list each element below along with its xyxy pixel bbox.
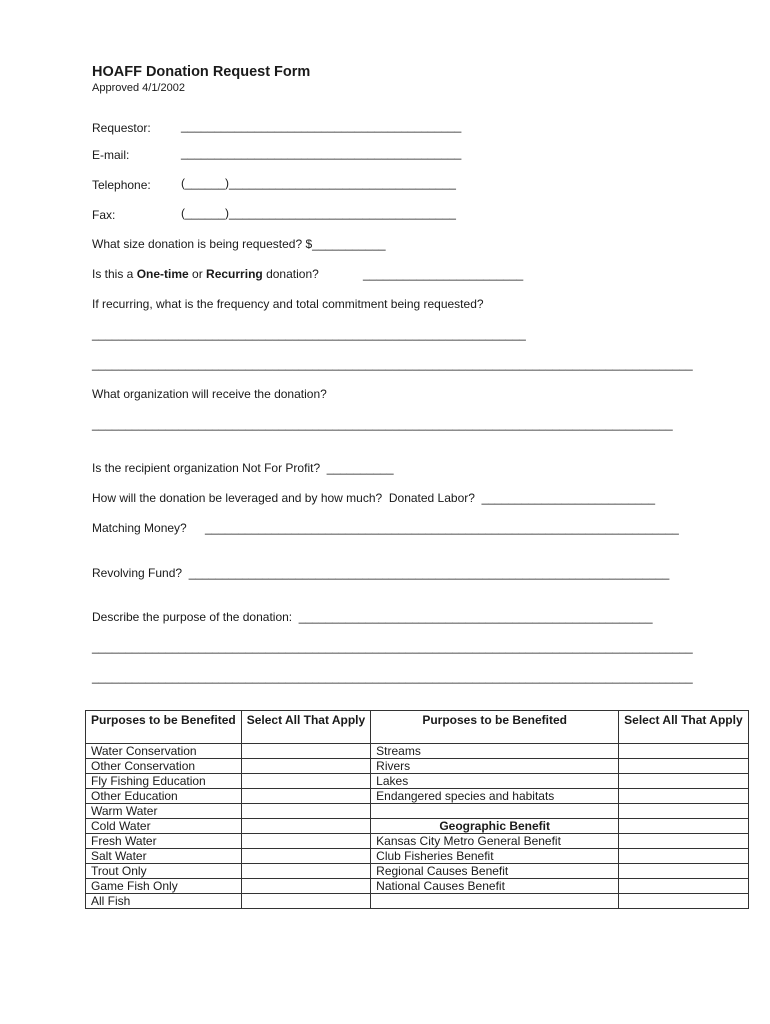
donation-size-question[interactable]: What size donation is being requested? $___________ <box>92 237 386 251</box>
fax-field[interactable]: (______)__________________________________ <box>181 206 456 220</box>
approved-date: Approved 4/1/2002 <box>92 82 185 94</box>
select-left-cell[interactable] <box>241 879 370 894</box>
telephone-label: Telephone: <box>92 178 151 192</box>
purpose-right-item: Endangered species and habitats <box>371 789 619 804</box>
table-row <box>86 864 749 879</box>
purpose-left-item: Salt Water <box>86 849 242 864</box>
table-row <box>86 759 749 774</box>
select-left-cell[interactable] <box>241 819 370 834</box>
matching-money-field[interactable]: _______________________________________________________________________ <box>205 521 679 535</box>
purpose-right-item: Kansas City Metro General Benefit <box>371 834 619 849</box>
select-left-cell[interactable] <box>241 864 370 879</box>
purpose-left-item: Other Education <box>86 789 242 804</box>
select-left-cell[interactable] <box>241 849 370 864</box>
select-right-cell[interactable] <box>619 849 748 864</box>
type-recurring: Recurring <box>206 267 263 281</box>
organization-question: What organization will receive the donation? <box>92 387 327 401</box>
select-right-cell[interactable] <box>619 834 748 849</box>
select-left-cell[interactable] <box>241 834 370 849</box>
select-left-cell[interactable] <box>241 894 370 909</box>
purpose-field-line-2[interactable]: __________________________________________________________________________________________ <box>92 670 693 684</box>
purpose-left-item: Warm Water <box>86 804 242 819</box>
telephone-field[interactable]: (______)__________________________________ <box>181 176 456 190</box>
select-right-cell[interactable] <box>619 804 748 819</box>
purpose-left-item: Other Conservation <box>86 759 242 774</box>
select-right-cell[interactable] <box>619 894 748 909</box>
select-right-cell[interactable] <box>619 789 748 804</box>
purpose-question[interactable]: Describe the purpose of the donation: _____________________________________________________ <box>92 610 653 624</box>
select-left-cell[interactable] <box>241 744 370 759</box>
requestor-field[interactable]: __________________________________________ <box>181 119 462 133</box>
type-onetime: One-time <box>136 267 189 281</box>
table-row <box>86 744 749 759</box>
geographic-benefit-header: Geographic Benefit <box>371 819 619 834</box>
donation-type-field[interactable]: ________________________ <box>363 267 524 281</box>
purpose-right-item: National Causes Benefit <box>371 879 619 894</box>
table-row <box>86 789 749 804</box>
select-left-cell[interactable] <box>241 759 370 774</box>
email-label: E-mail: <box>92 148 130 162</box>
header-purposes-right: Purposes to be Benefited <box>371 711 619 744</box>
purpose-right-item: Streams <box>371 744 619 759</box>
recurring-field-line-2[interactable]: __________________________________________________________________________________________ <box>92 357 693 371</box>
form-title: HOAFF Donation Request Form <box>92 64 311 80</box>
fax-label: Fax: <box>92 208 116 222</box>
organization-field[interactable]: _______________________________________________________________________________________ <box>92 417 673 431</box>
type-suffix: donation? <box>262 267 319 281</box>
purpose-left-item: All Fish <box>86 894 242 909</box>
purpose-left-item: Trout Only <box>86 864 242 879</box>
purpose-right-item <box>371 804 619 819</box>
type-prefix: Is this a <box>92 267 137 281</box>
purposes-table <box>85 710 749 909</box>
purpose-right-item: Lakes <box>371 774 619 789</box>
table-row <box>86 804 749 819</box>
purpose-right-item: Club Fisheries Benefit <box>371 849 619 864</box>
select-left-cell[interactable] <box>241 789 370 804</box>
select-right-cell[interactable] <box>619 774 748 789</box>
leverage-question[interactable]: How will the donation be leveraged and by how much? Donated Labor? __________________________ <box>92 491 656 505</box>
select-right-cell[interactable] <box>619 759 748 774</box>
recurring-field-line-1[interactable]: _________________________________________________________________ <box>92 327 526 341</box>
table-row <box>86 834 749 849</box>
purpose-left-item: Fly Fishing Education <box>86 774 242 789</box>
purpose-left-item: Game Fish Only <box>86 879 242 894</box>
requestor-label: Requestor: <box>92 121 151 135</box>
table-row <box>86 849 749 864</box>
purpose-right-item: Regional Causes Benefit <box>371 864 619 879</box>
purpose-right-item: Rivers <box>371 759 619 774</box>
matching-money-label: Matching Money? <box>92 521 187 535</box>
select-right-cell[interactable] <box>619 864 748 879</box>
not-for-profit-question[interactable]: Is the recipient organization Not For Profit? __________ <box>92 461 394 475</box>
email-field[interactable]: __________________________________________ <box>181 146 462 160</box>
purpose-field-line-1[interactable]: __________________________________________________________________________________________ <box>92 640 693 654</box>
purpose-right-item <box>371 894 619 909</box>
header-purposes-left: Purposes to be Benefited <box>86 711 242 744</box>
table-row <box>86 819 749 834</box>
table-row <box>86 774 749 789</box>
select-left-cell[interactable] <box>241 774 370 789</box>
revolving-fund-question[interactable]: Revolving Fund? ________________________________________________________________________ <box>92 566 670 580</box>
recurring-question: If recurring, what is the frequency and total commitment being requested? <box>92 297 484 311</box>
header-select-left: Select All That Apply <box>241 711 370 744</box>
select-right-cell[interactable] <box>619 879 748 894</box>
select-right-cell[interactable] <box>619 744 748 759</box>
table-row <box>86 894 749 909</box>
purpose-left-item: Fresh Water <box>86 834 242 849</box>
table-row <box>86 879 749 894</box>
table-header-row <box>86 711 749 744</box>
header-select-right: Select All That Apply <box>619 711 748 744</box>
purpose-left-item: Water Conservation <box>86 744 242 759</box>
type-or: or <box>188 267 207 281</box>
select-right-cell[interactable] <box>619 819 748 834</box>
select-left-cell[interactable] <box>241 804 370 819</box>
purpose-left-item: Cold Water <box>86 819 242 834</box>
donation-type-question <box>92 267 319 281</box>
